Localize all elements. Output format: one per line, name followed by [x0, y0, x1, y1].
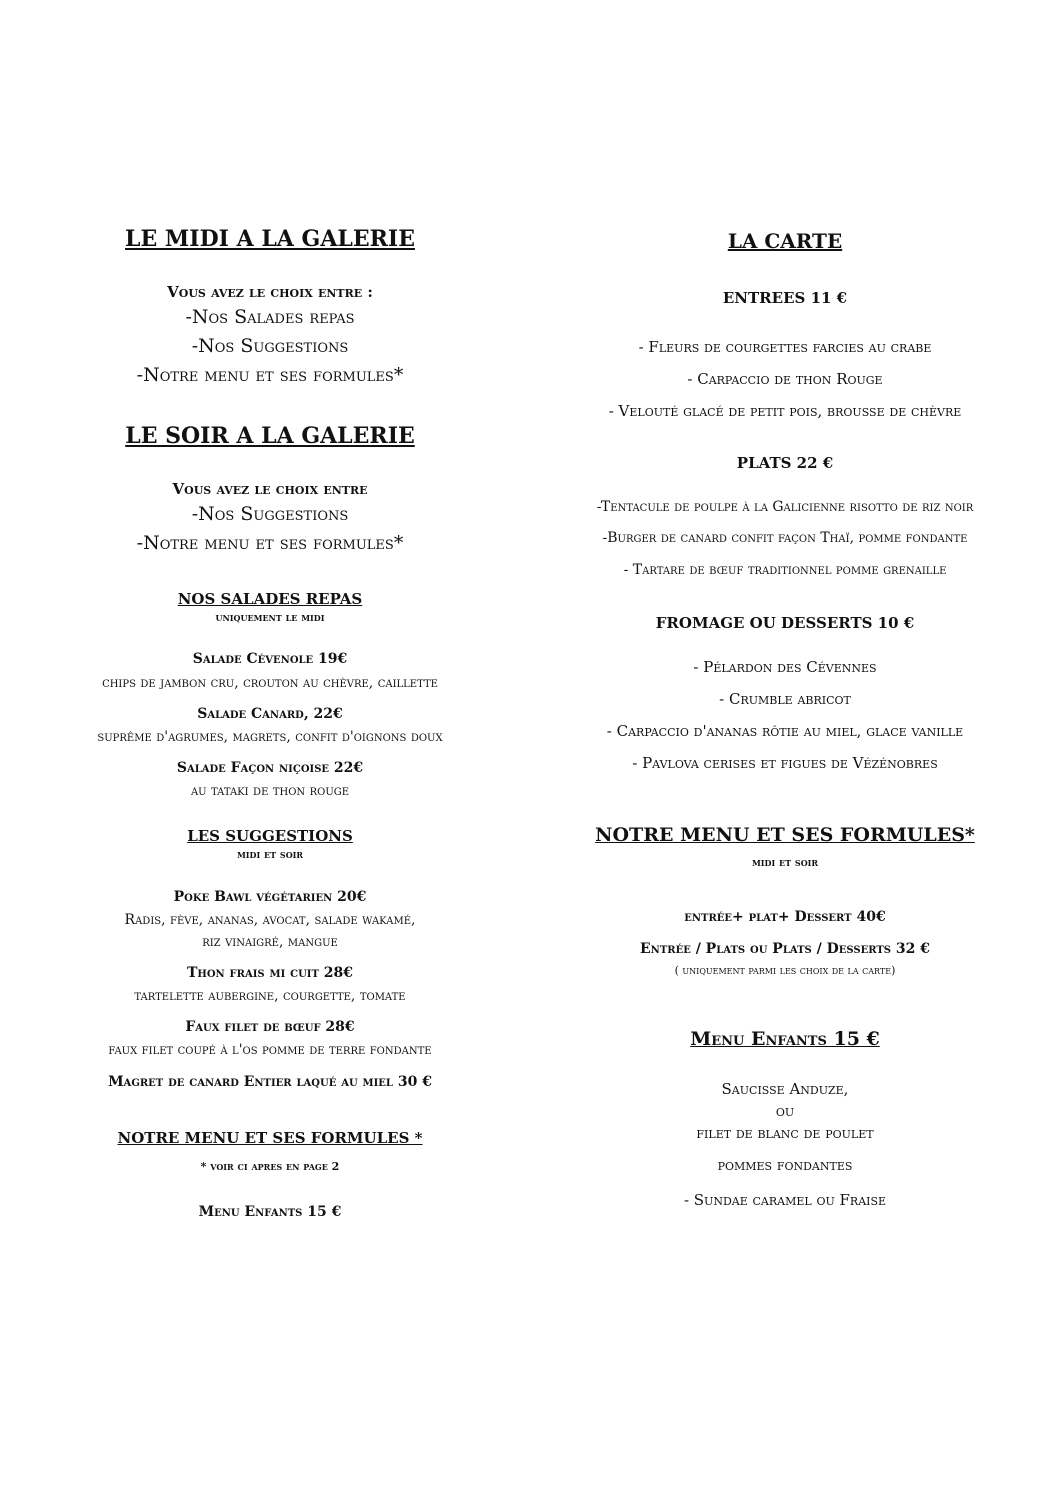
- dessert-item: - Pavlova cerises et figues de Vézénobres: [632, 754, 938, 772]
- desserts-title: FROMAGE OU DESSERTS 10 €: [655, 614, 915, 632]
- plats-title: PLATS 22 €: [736, 454, 834, 472]
- dessert-item: - Pélardon des Cévennes: [693, 658, 877, 676]
- enfants-item: pommes fondantes: [717, 1156, 853, 1174]
- formula-1: entrée+ plat+ Dessert 40€: [684, 909, 886, 925]
- plat-item: -Burger de canard confit façon Thaï, pomme fondante: [602, 530, 968, 546]
- enfants-item: - Sundae caramel ou Fraise: [683, 1191, 887, 1209]
- entrees-title: ENTREES 11 €: [722, 289, 848, 307]
- suggestion-name: Magret de canard Entier laqué au miel 30 €: [108, 1074, 432, 1090]
- soir-title: LE SOIR A LA GALERIE: [125, 423, 415, 449]
- entree-item: - Fleurs de courgettes farcies au crabe: [638, 338, 932, 356]
- midi-title: LE MIDI A LA GALERIE: [125, 226, 415, 252]
- suggestion-name: Poke Bawl végétarien 20€: [173, 889, 367, 905]
- salades-title: NOS SALADES REPAS: [177, 590, 363, 608]
- salades-subtitle: uniquement le midi: [215, 611, 325, 624]
- suggestion-desc: tartelette aubergine, courgette, tomate: [134, 988, 406, 1004]
- soir-option: -Notre menu et ses formules*: [136, 532, 404, 554]
- midi-intro: Vous avez le choix entre :: [167, 283, 373, 301]
- formules-title: NOTRE MENU ET SES FORMULES *: [117, 1129, 423, 1147]
- formula-2: Entrée / Plats ou Plats / Desserts 32 €: [640, 941, 930, 957]
- salade-name: Salade Façon niçoise 22€: [176, 760, 364, 776]
- formula-note: ( uniquement parmi les choix de la carte): [674, 964, 896, 977]
- suggestions-subtitle: midi et soir: [236, 848, 304, 861]
- entree-item: - Velouté glacé de petit pois, brousse de chèvre: [608, 402, 962, 420]
- entree-item: - Carpaccio de thon Rouge: [687, 370, 883, 388]
- menu-title: NOTRE MENU ET SES FORMULES*: [595, 824, 975, 846]
- dessert-item: - Carpaccio d'ananas rôtie au miel, glace vanille: [606, 722, 964, 740]
- soir-option: -Nos Suggestions: [191, 503, 349, 525]
- enfants-item: ou: [775, 1102, 795, 1120]
- enfants-title: Menu Enfants 15 €: [690, 1028, 880, 1050]
- dessert-item: - Crumble abricot: [719, 690, 851, 708]
- salade-desc: suprême d'agrumes, magrets, confit d'oignons doux: [97, 729, 443, 745]
- salade-desc: au tataki de thon rouge: [190, 783, 350, 799]
- suggestions-title: LES SUGGESTIONS: [187, 827, 353, 845]
- plat-item: - Tartare de bœuf traditionnel pomme grenaille: [623, 562, 947, 578]
- soir-intro: Vous avez le choix entre: [172, 480, 368, 498]
- salade-name: Salade Cévenole 19€: [192, 651, 348, 667]
- enfants-title: Menu Enfants 15 €: [198, 1204, 342, 1220]
- midi-option: -Nos Salades repas: [185, 306, 355, 328]
- salade-name: Salade Canard, 22€: [197, 706, 343, 722]
- suggestion-desc: faux filet coupé à l'os pomme de terre fondante: [108, 1042, 432, 1058]
- suggestion-name: Faux filet de bœuf 28€: [185, 1019, 355, 1035]
- midi-option: -Nos Suggestions: [191, 335, 349, 357]
- plat-item: -Tentacule de poulpe à la Galicienne risotto de riz noir: [596, 499, 974, 515]
- salade-desc: chips de jambon cru, crouton au chèvre, caillette: [102, 675, 438, 691]
- enfants-item: Saucisse Anduze,: [721, 1080, 849, 1098]
- carte-title: LA CARTE: [727, 229, 843, 253]
- midi-option: -Notre menu et ses formules*: [136, 364, 404, 386]
- enfants-item: filet de blanc de poulet: [696, 1124, 874, 1142]
- suggestion-desc: Radis, fève, ananas, avocat, salade wakamé,: [124, 912, 416, 928]
- menu-subtitle: midi et soir: [751, 856, 819, 869]
- suggestion-name: Thon frais mi cuit 28€: [186, 965, 354, 981]
- suggestion-desc: riz vinaigré, mangue: [202, 934, 338, 950]
- formules-note: * voir ci apres en page 2: [200, 1160, 340, 1173]
